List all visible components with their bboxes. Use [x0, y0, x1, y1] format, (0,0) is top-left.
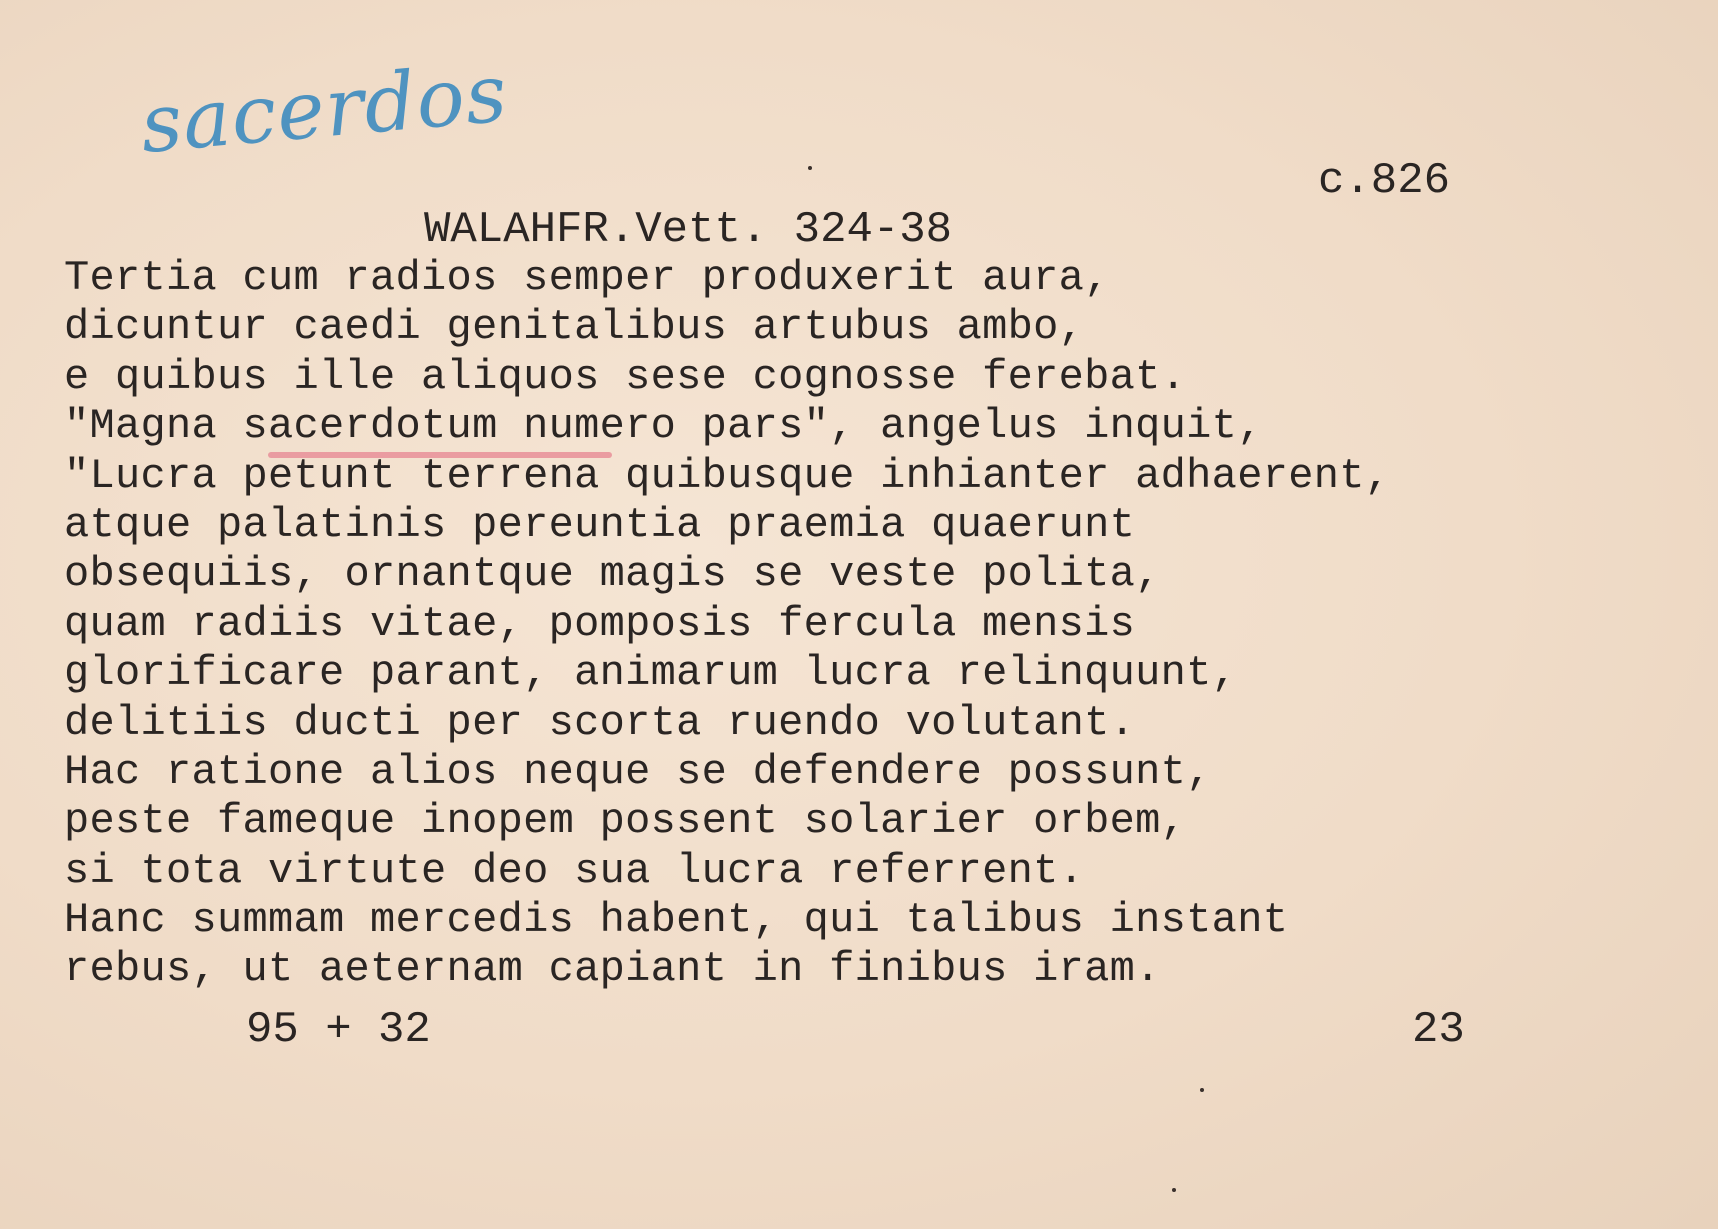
text-line: "Lucra petunt terrena quibusque inhianter adhaerent, — [64, 451, 1391, 500]
text-line: Hanc summam mercedis habent, qui talibus instant — [64, 896, 1289, 945]
text-line: e quibus ille aliquos sese cognosse ferebat. — [64, 352, 1187, 401]
text-line: dicuntur caedi genitalibus artubus ambo, — [64, 303, 1085, 352]
text-line: delitiis ducti per scorta ruendo volutant. — [64, 698, 1136, 747]
text-line: obsequiis, ornantque magis se veste polita, — [64, 550, 1161, 599]
headword: sacerdos — [136, 46, 512, 171]
text-line: peste fameque inopem possent solarier orbem, — [64, 797, 1187, 846]
page-number: 23 — [1412, 1005, 1465, 1055]
text-line: atque palatinis pereuntia praemia quaerunt — [64, 500, 1136, 549]
text-line: Hac ratione alios neque se defendere possunt, — [64, 747, 1212, 796]
ink-speck — [808, 166, 812, 170]
text-line: "Magna sacerdotum numero pars", angelus inquit, — [64, 402, 1263, 451]
ink-speck — [1172, 1188, 1176, 1192]
text-line: rebus, ut aeternam capiant in finibus iram. — [64, 945, 1161, 994]
text-line: quam radiis vitae, pomposis fercula mensis — [64, 599, 1136, 648]
quotation-text — [64, 254, 1390, 995]
text-line: glorificare parant, animarum lucra relinquunt, — [64, 649, 1238, 698]
ink-speck — [1200, 1088, 1204, 1092]
text-line: Tertia cum radios semper produxerit aura, — [64, 254, 1110, 302]
source-citation: WALAHFR.Vett. 324-38 — [424, 205, 953, 255]
text-line: si tota virtute deo sua lucra referrent. — [64, 846, 1085, 895]
date: c.826 — [1318, 156, 1451, 206]
line-count: 95 + 32 — [246, 1005, 431, 1055]
